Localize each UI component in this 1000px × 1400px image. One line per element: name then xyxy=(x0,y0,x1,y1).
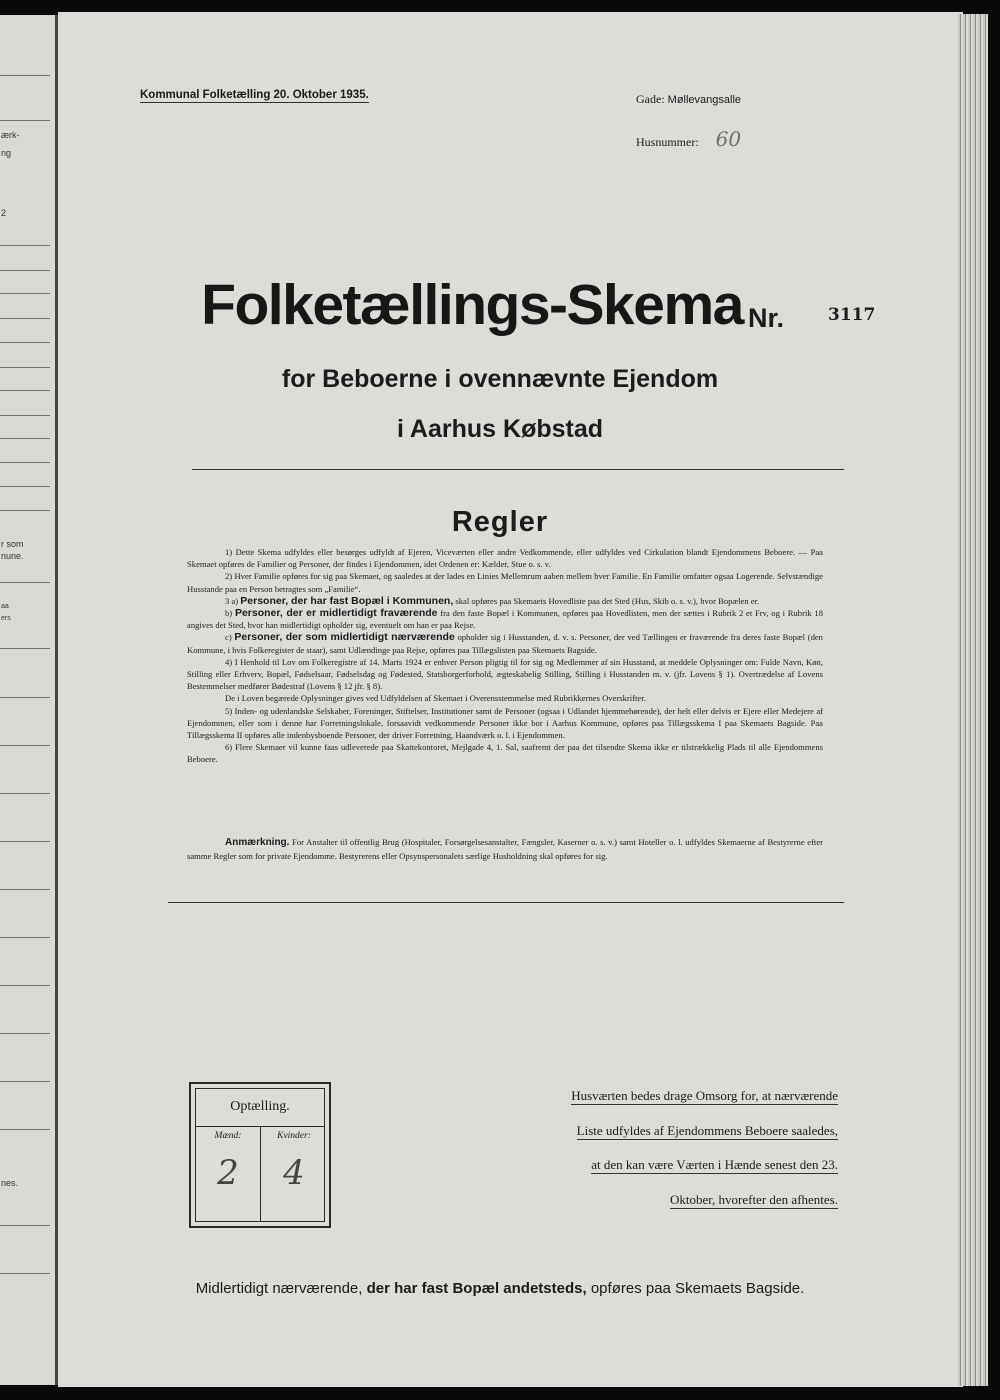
rule-3c xyxy=(187,631,823,655)
women-count: 4 xyxy=(283,1153,305,1193)
left-page-text: ng xyxy=(1,148,12,158)
rule-3b-heading: Personer, der er midlertidigt fraværende xyxy=(234,607,438,620)
rule-3b-text: fra den faste Bopæl i Kommunen, opføres paa Hovedlisten, men der sættes i Rubrik 2 et Frv, og i Rubrik 18 angives det Sted, hvor han midlertidigt opholder sig, eventuelt om han er paa Rejse. xyxy=(187,608,823,631)
rules-heading: Regler xyxy=(451,506,549,538)
footer-pre: Midlertidigt nærværende, xyxy=(195,1280,363,1297)
left-page-text: ærk- xyxy=(1,130,20,140)
rule-3a-number: 3 a) xyxy=(225,595,239,606)
left-page-fragment xyxy=(0,15,58,1385)
rule-3c-heading: Personer, der som midlertidigt nærværende xyxy=(234,631,455,644)
street-value: Møllevangsalle xyxy=(667,94,742,106)
form-title-text: Folketællings-Skema xyxy=(201,273,743,337)
rule-5: 5) Inden- og udenlandske Selskaber, Foreninger, Stiftelser, Institutioner samt de Personer (ogsaa i Udlandet hjemmehørende), der helt eller delvis er Ejere eller Medejere af Ejendommen, eller som i denne har Forretningslokale, forsaavidt vedkommende Personer ikke bor i Aarhus Kommune, opføres paa Tillægsskema I paa Skemaets Bagside. Paa Tillægsskema II opføres alle indenbysboende Personer, der driver Forretning, Haandværk o. l. i Ejendommen. xyxy=(187,705,823,741)
rule-4: 4) I Henhold til Lov om Folkeregistre af 14. Marts 1924 er enhver Person pligtig til for sig og Medlemmer af sin Husstand, at meddele Oplysninger om: Fulde Navn, Køn, Stilling eller Erhverv, Bopæl, Fødselsaar, Fødselsdag og Fødested, Statsborgerforhold, ægteskabelig Stilling, Stilling i Husstanden m. v. (jfr. Lovens § 1). Overtrædelse af Lovens Bestemmelser medfører Bødestraf (Lovens § 12 jfr. § 8). xyxy=(187,656,823,692)
rules-text xyxy=(187,546,823,766)
count-box-title: Optælling. xyxy=(230,1099,290,1114)
landlord-notice xyxy=(478,1088,838,1226)
notice-line: Oktober, hvorefter den afhentes. xyxy=(669,1191,838,1207)
street-field xyxy=(636,92,741,107)
rule-4-note: De i Loven begærede Oplysninger gives ved Udfyldelsen af Skemaet i Overensstemmelse med Rubrikkernes Overskrifter. xyxy=(225,693,646,704)
divider xyxy=(192,469,844,470)
house-number-label: Husnummer: xyxy=(636,135,699,149)
women-label: Kvinder: xyxy=(277,1131,311,1141)
rule-3a-text: skal opføres paa Skemaets Hovedliste paa det Sted (Hus, Skib o. s. v.), hvor Bopælen er. xyxy=(455,595,760,606)
census-header: Kommunal Folketælling 20. Oktober 1935. xyxy=(140,89,369,101)
left-page-text: r som xyxy=(1,539,24,549)
rule-2: 2) Hver Familie opføres for sig paa Skemaet, og saaledes at der lades en Linies Mellemrum aaben mellem hver Familie. En Familie omfatter ogsaa Logerende. Selvstændige Husstande paa en Person betragtes som „Familie“. xyxy=(187,571,823,594)
notice-line: at den kan være Værten i Hænde senest den 23. xyxy=(591,1157,838,1172)
notice-line: Husværten bedes drage Omsorg for, at nærværende xyxy=(571,1088,838,1103)
street-label: Gade: xyxy=(636,92,665,106)
left-page-text: aa xyxy=(1,603,9,610)
footer-post: opføres paa Skemaets Bagside. xyxy=(590,1280,805,1297)
notice-line: Liste udfyldes af Ejendommens Beboere saaledes, xyxy=(576,1122,838,1138)
footer-note xyxy=(0,1280,1000,1297)
left-page-text: nes. xyxy=(1,1178,19,1188)
rule-3c-text: opholder sig i Husstanden, d. v. s. Personer, der ved Tællingen er fraværende fra deres faste Bopæl (den Kommune, i hvis Folkeregister de staar), samt Udlændinge paa Rejse, opføres paa Tillægslisten paa Skemaets Bagside. xyxy=(187,632,823,655)
number-label: Nr. xyxy=(748,303,785,333)
rule-6: 6) Flere Skemaer vil kunne faas udleverede paa Skattekontoret, Mejlgade 4, 1. Sal, saafremt der paa det tilsendte Skema ikke er tilstrækkelig Plads til alle Ejendommens Beboere. xyxy=(187,742,823,765)
rule-3b-number: b) xyxy=(225,608,233,619)
remark-label: Anmærkning. xyxy=(225,837,290,848)
rule-3b xyxy=(187,607,823,631)
subtitle-town: i Aarhus Købstad xyxy=(396,415,604,443)
rule-3c-number: c) xyxy=(225,632,232,643)
footer-bold: der har fast Bopæl andetsteds, xyxy=(366,1280,587,1297)
divider xyxy=(168,902,844,903)
men-label: Mænd: xyxy=(214,1131,242,1141)
rule-3a-heading: Personer, der har fast Bopæl i Kommunen, xyxy=(240,594,454,607)
left-page-text: ers xyxy=(1,615,11,622)
house-number-value: 60 xyxy=(715,127,742,151)
men-count: 2 xyxy=(217,1153,239,1193)
count-box xyxy=(189,1082,331,1228)
remark xyxy=(187,836,823,862)
house-number-field xyxy=(636,127,741,151)
rule-3a xyxy=(187,595,823,607)
remark-text: For Anstalter til offentlig Brug (Hospitaler, Forsørgelsesanstalter, Fængsler, Kaserner o. s. v.) samt Hoteller o. l. udfyldes Skemaerne af Bestyrerne efter samme Regler som for private Ejendomme. Bestyrerens eller Opsynspersonalets særlige Husholdning skal opføres for sig. xyxy=(187,837,823,861)
left-page-text: nune. xyxy=(1,551,24,561)
form-number: 3117 xyxy=(828,305,876,325)
left-page-text: 2 xyxy=(1,208,7,218)
page-edge xyxy=(958,14,988,1386)
subtitle-residents: for Beboerne i ovennævnte Ejendom xyxy=(281,365,719,393)
left-page-rule xyxy=(0,75,50,76)
rule-1: 1) Dette Skema udfyldes eller besørges udfyldt af Ejeren, Viceværten eller andre Vedkommende, eller udfyldes ved Cirkulation blandt Ejendommens Beboere. — Paa Skemaet opføres de Familier og Personer, der findes i Ejendommen, idet Ordenen er: Kælder, Stue o. s. v. xyxy=(187,547,823,570)
left-page-rule xyxy=(0,120,50,121)
